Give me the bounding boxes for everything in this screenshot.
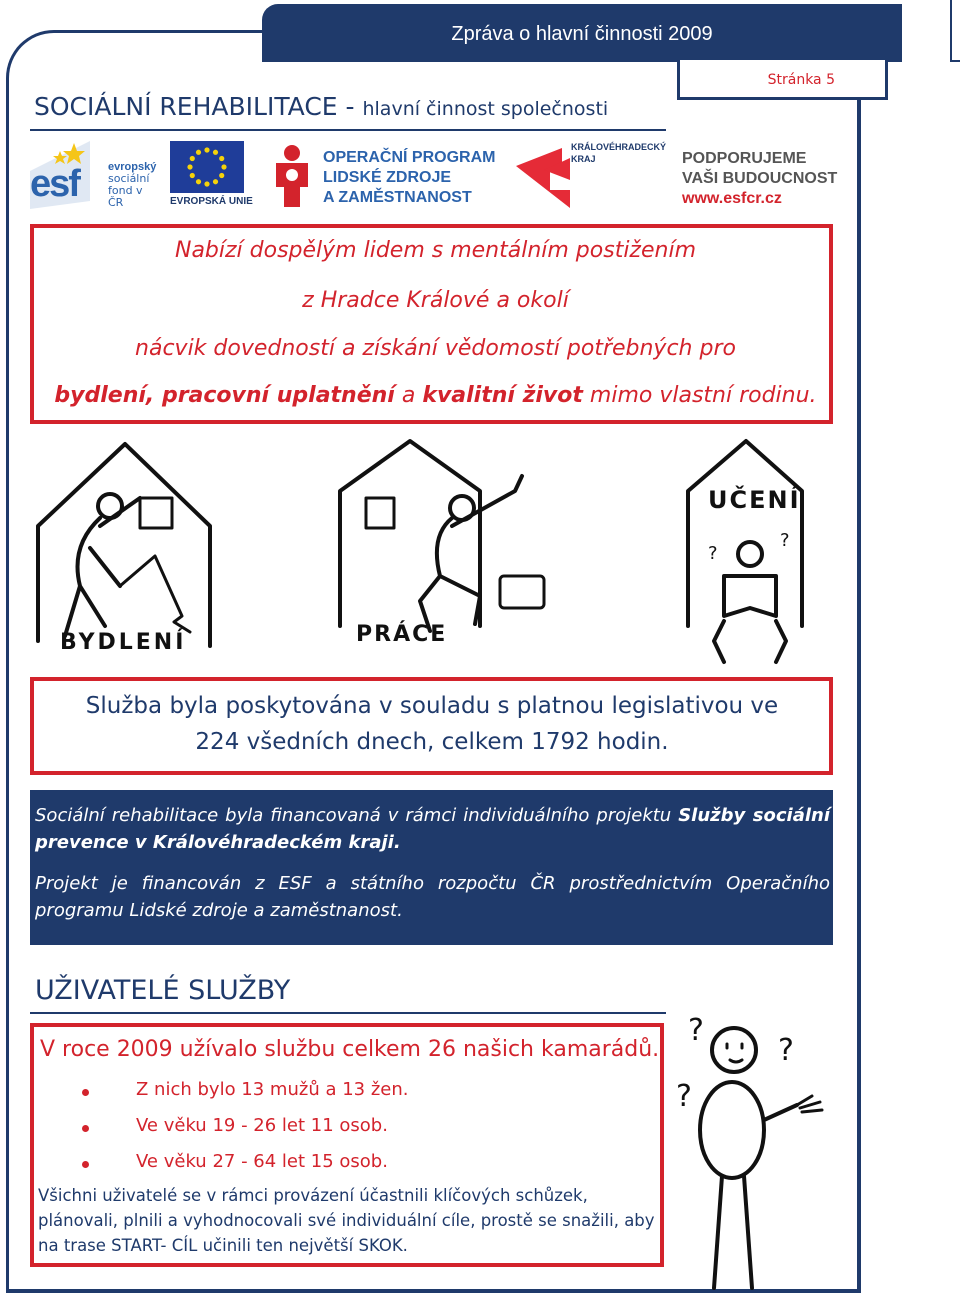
intro-text-2: mimo vlastní rodinu.: [582, 383, 817, 408]
work-illustration: [330, 436, 550, 661]
users-divider: [30, 1012, 666, 1014]
housing-illustration: [30, 436, 230, 661]
op-line2: LIDSKÉ ZDROJE: [323, 169, 452, 186]
section-title-sub: hlavní činnost společnosti: [362, 98, 609, 120]
eu-star-icon: [187, 164, 192, 169]
svg-text:?: ?: [780, 530, 790, 551]
eu-flag-icon: [170, 141, 244, 193]
esf-line2: sociální: [108, 172, 150, 185]
op-figure-icon: [272, 143, 312, 207]
learning-illustration: [684, 436, 824, 672]
bullet-text: Ve věku 19 - 26 let 11 osob.: [136, 1115, 388, 1136]
esf-line1: evropský: [108, 161, 157, 173]
op-line1: OPERAČNÍ PROGRAM: [323, 149, 496, 166]
svg-text:?: ?: [688, 1013, 704, 1048]
esf-line3: fond v ČR: [108, 184, 143, 209]
eu-star-icon: [219, 156, 224, 161]
support-line2: VAŠI BUDOUCNOST: [682, 170, 838, 187]
intro-box: [30, 224, 833, 424]
eu-star-icon: [213, 150, 218, 155]
house-outline-icon: [340, 441, 480, 626]
funding-box: [30, 790, 833, 945]
eu-star-icon: [204, 147, 209, 152]
support-line1: PODPORUJEME: [682, 150, 807, 167]
svg-text:?: ?: [778, 1033, 794, 1068]
support-url: www.esfcr.cz: [682, 190, 782, 207]
page-frame-bottom: [6, 1290, 861, 1293]
page-number: Stránka 5: [677, 60, 888, 100]
users-lead: V roce 2009 užívalo službu celkem 26 našich kamarádů.: [40, 1037, 660, 1062]
intro-line-1: Nabízí dospělým lidem s mentálním postižením: [174, 238, 697, 263]
funding-paragraph-1: [35, 802, 830, 856]
section-title: [34, 92, 608, 121]
kraj-line2: KRAJ: [571, 154, 596, 164]
intro-bold-1: bydlení, pracovní uplatnění: [54, 383, 395, 408]
eu-label: EVROPSKÁ UNIE: [170, 196, 253, 207]
service-line-2: 224 všedních dnech, celkem 1792 hodin.: [195, 729, 669, 755]
intro-line-2: z Hradce Králové a okolí: [302, 288, 569, 313]
funding-paragraph-2: Projekt je financován z ESF a státního rozpočtu ČR prostřednictvím Operačního programu Lidské zdroje a zaměstnanost.: [35, 873, 830, 921]
bullet-text: Z nich bylo 13 mužů a 13 žen.: [136, 1079, 409, 1100]
funding-text: Sociální rehabilitace byla financovaná v rámci individuálního projektu: [35, 805, 679, 826]
support-logo: [682, 149, 837, 209]
intro-bold-2: kvalitní život: [422, 383, 583, 408]
bullet-icon: [82, 1161, 89, 1168]
users-summary: Všichni uživatelé se v rámci provázení účastnili klíčových schůzek, plánovali, plnili a vyhodnocovali své individuální cíle, prostě se snažili, aby na trase START- CÍL učinili ten největší SKOK.: [38, 1186, 655, 1255]
svg-text:?: ?: [708, 543, 718, 564]
eu-star-icon: [219, 173, 224, 178]
eu-star-icon: [221, 164, 226, 169]
eu-star-icon: [196, 179, 201, 184]
kraj-line1: KRÁLOVÉHRADECKÝ: [571, 142, 667, 152]
report-title: Zpráva o hlavní činnosti 2009: [262, 4, 902, 62]
service-box: [30, 677, 833, 775]
esf-mark: esf: [30, 163, 79, 205]
house1-label: BYDLENÍ: [60, 630, 187, 655]
page-frame-right: [857, 62, 861, 1293]
svg-text:?: ?: [676, 1079, 692, 1114]
intro-line-3: nácvik dovedností a získání vědomostí potřebných pro: [135, 336, 736, 361]
eu-star-icon: [190, 156, 195, 161]
op-logo-text: [323, 148, 495, 208]
person-illustration: [672, 1010, 842, 1290]
house2-label: PRÁCE: [356, 622, 448, 647]
eu-star-icon: [196, 150, 201, 155]
op-line3: A ZAMĚSTNANOST: [323, 189, 472, 206]
eu-star-icon: [204, 181, 209, 186]
section-title-main: SOCIÁLNÍ REHABILITACE -: [34, 92, 363, 121]
kraj-logo-text: [571, 141, 666, 165]
eu-star-icon: [213, 179, 218, 184]
bullet-text: Ve věku 27 - 64 let 15 osob.: [136, 1151, 388, 1172]
title-divider: [30, 129, 666, 131]
house3-label: UČENÍ: [708, 486, 801, 514]
intro-text-1: a: [394, 383, 423, 408]
bullet-icon: [82, 1089, 89, 1096]
users-title: UŽIVATELÉ SLUŽBY: [35, 975, 291, 1006]
esf-logo: [30, 141, 160, 209]
corner-decoration: [950, 0, 960, 62]
bullet-icon: [82, 1125, 89, 1132]
house-outline-icon: [38, 444, 210, 646]
service-line-1: Služba byla poskytována v souladu s platnou legislativou ve: [85, 693, 779, 719]
users-box: [30, 1023, 664, 1267]
eu-star-icon: [190, 173, 195, 178]
intro-line-4: [34, 383, 837, 408]
funding-project-name: Služby sociální prevence v Královéhradeckém kraji.: [35, 805, 830, 853]
